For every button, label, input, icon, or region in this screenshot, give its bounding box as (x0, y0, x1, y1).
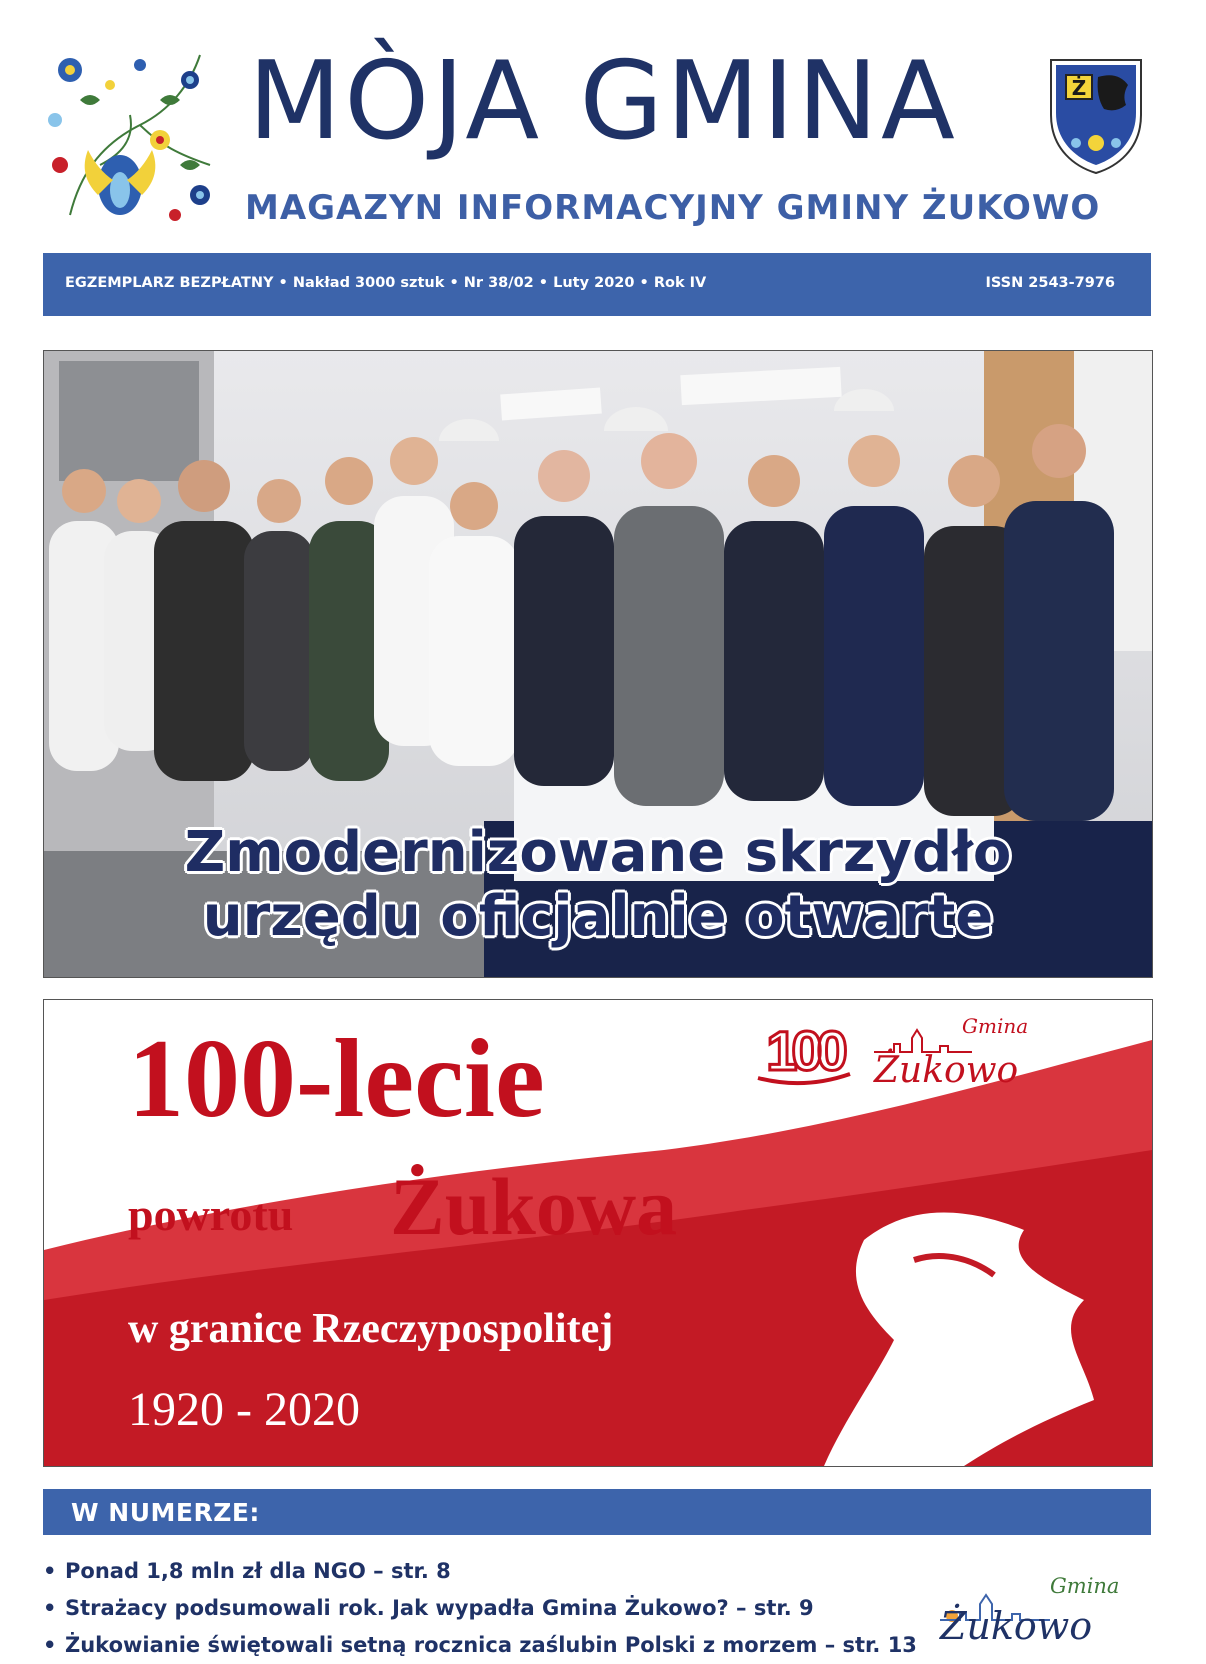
anniversary-zukowa: Żukowa (390, 1161, 678, 1252)
zukowo-coat-of-arms (1046, 55, 1146, 175)
contents-item: • Żukowianie świętowali setną rocznica zaślubin Polski z morzem – str. 13 (43, 1627, 917, 1664)
zukowo-label: Żukowo (874, 1050, 1019, 1091)
anniversary-subtitle: w granice Rzeczypospolitej (128, 1306, 614, 1352)
anniversary-years: 1920 - 2020 (128, 1383, 360, 1436)
headline-line-2: urzędu oficjalnie otwarte (202, 884, 994, 949)
gmina-zukowo-logo-red (864, 1012, 1054, 1097)
anniversary-banner (43, 999, 1153, 1467)
gmina-zukowo-logo-blue (930, 1570, 1150, 1650)
contents-title: W NUMERZE: (71, 1498, 260, 1527)
contents-item: • Strażacy podsumowali rok. Jak wypadła Gmina Żukowo? – str. 9 (43, 1590, 917, 1627)
badge-100-text: 100 (766, 1019, 842, 1082)
svg-text:Ż: Ż (1071, 76, 1087, 100)
magazine-title: MÒJA GMINA (248, 39, 958, 164)
cover-headline (44, 821, 1152, 949)
issn-number: ISSN 2543-7976 (985, 275, 1115, 291)
anniversary-title: 100-lecie (128, 1017, 545, 1141)
footer-gmina-label: Gmina (1050, 1574, 1120, 1598)
footer-zukowo-label: Żukowo (940, 1604, 1093, 1648)
contents-item: • Ponad 1,8 mln zł dla NGO – str. 8 (43, 1553, 917, 1590)
issue-info-bar (43, 253, 1151, 316)
gmina-label: Gmina (962, 1014, 1029, 1038)
contents-list (43, 1553, 917, 1664)
headline-line-1: Zmodernizowane skrzydło (184, 820, 1012, 885)
contents-header-bar (43, 1489, 1151, 1535)
magazine-subtitle: MAGAZYN INFORMACYJNY GMINY ŻUKOWO (245, 188, 1101, 228)
issue-details: EGZEMPLARZ BEZPŁATNY • Nakład 3000 sztuk • Nr 38/02 • Luty 2020 • Rok IV (65, 275, 707, 291)
anniversary-powrotu: powrotu (128, 1189, 294, 1240)
centenary-100-logo (750, 1018, 858, 1088)
cover-photo (43, 350, 1153, 978)
